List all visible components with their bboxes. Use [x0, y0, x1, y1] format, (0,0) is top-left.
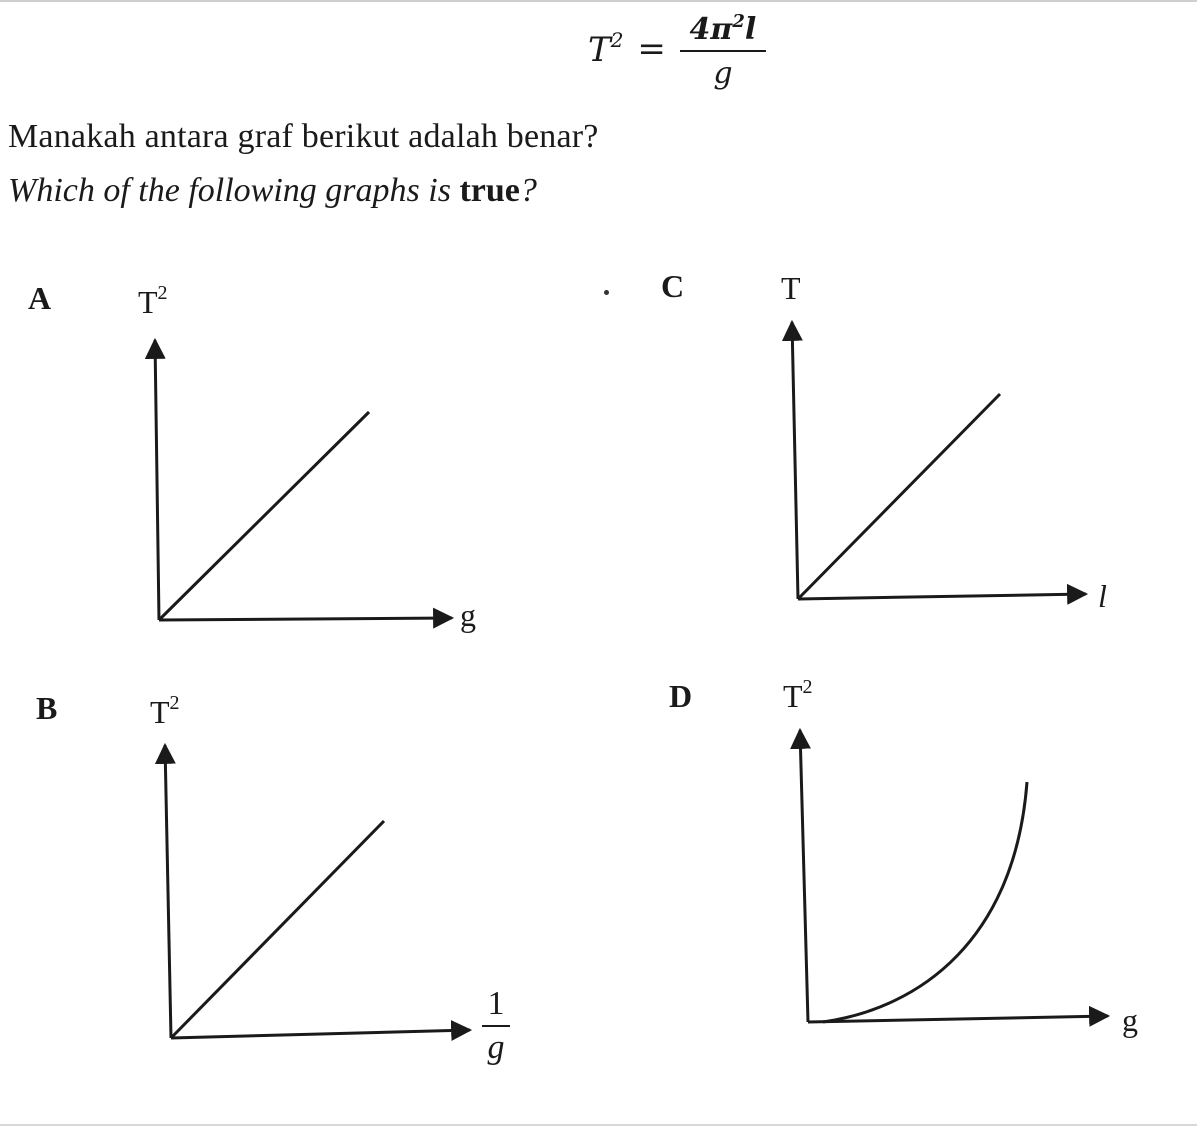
- graph-c-x-axis: [798, 594, 1086, 599]
- stray-dot: [604, 290, 609, 295]
- graph-b-x-label: [482, 985, 510, 1067]
- formula-lhs: $T^2$: [588, 28, 624, 70]
- option-a-letter: A: [28, 280, 52, 316]
- formula-equals: =: [637, 29, 666, 69]
- graph-b-x-fraction-bar: [482, 1025, 510, 1027]
- question-malay: Manakah antara graf berikut adalah benar?: [8, 118, 599, 155]
- graph-c-line: [798, 394, 1000, 599]
- graph-b: [165, 745, 470, 1038]
- graph-c-x-label: l: [1098, 578, 1107, 614]
- graph-a-x-label: g: [460, 597, 476, 633]
- graph-b-y-label: $T^2$: [150, 692, 180, 730]
- graph-a: [155, 340, 452, 620]
- graph-c: [792, 322, 1086, 599]
- graph-a-x-axis: [159, 618, 452, 620]
- graph-b-line: [171, 821, 384, 1038]
- graph-d-x-label: g: [1122, 1002, 1138, 1038]
- graph-d: [800, 730, 1108, 1022]
- graph-c-y-axis: [792, 322, 798, 599]
- bottom-rule: [0, 1124, 1197, 1126]
- graph-c-y-label: T: [781, 270, 801, 306]
- graph-d-y-axis: [800, 730, 808, 1022]
- question-english: Which of the following graphs is true?: [8, 172, 537, 209]
- option-b-letter: B: [36, 690, 58, 726]
- formula-numerator: $4\pi^2l$: [689, 11, 757, 47]
- graph-d-y-label: $T^2$: [783, 676, 813, 714]
- option-c-letter: C: [661, 268, 685, 304]
- graph-d-curve: [823, 782, 1027, 1022]
- graph-a-y-label: $T^2$: [138, 282, 168, 320]
- graph-b-x-numerator: 1: [487, 985, 505, 1022]
- graph-b-x-axis: [171, 1030, 470, 1038]
- formula-denominator: g: [713, 56, 733, 91]
- graph-a-y-axis: [155, 340, 159, 620]
- graph-b-y-axis: [165, 745, 171, 1038]
- graph-a-line: [159, 412, 369, 620]
- graph-b-x-denominator: g: [487, 1029, 505, 1066]
- option-d-letter: D: [669, 678, 693, 714]
